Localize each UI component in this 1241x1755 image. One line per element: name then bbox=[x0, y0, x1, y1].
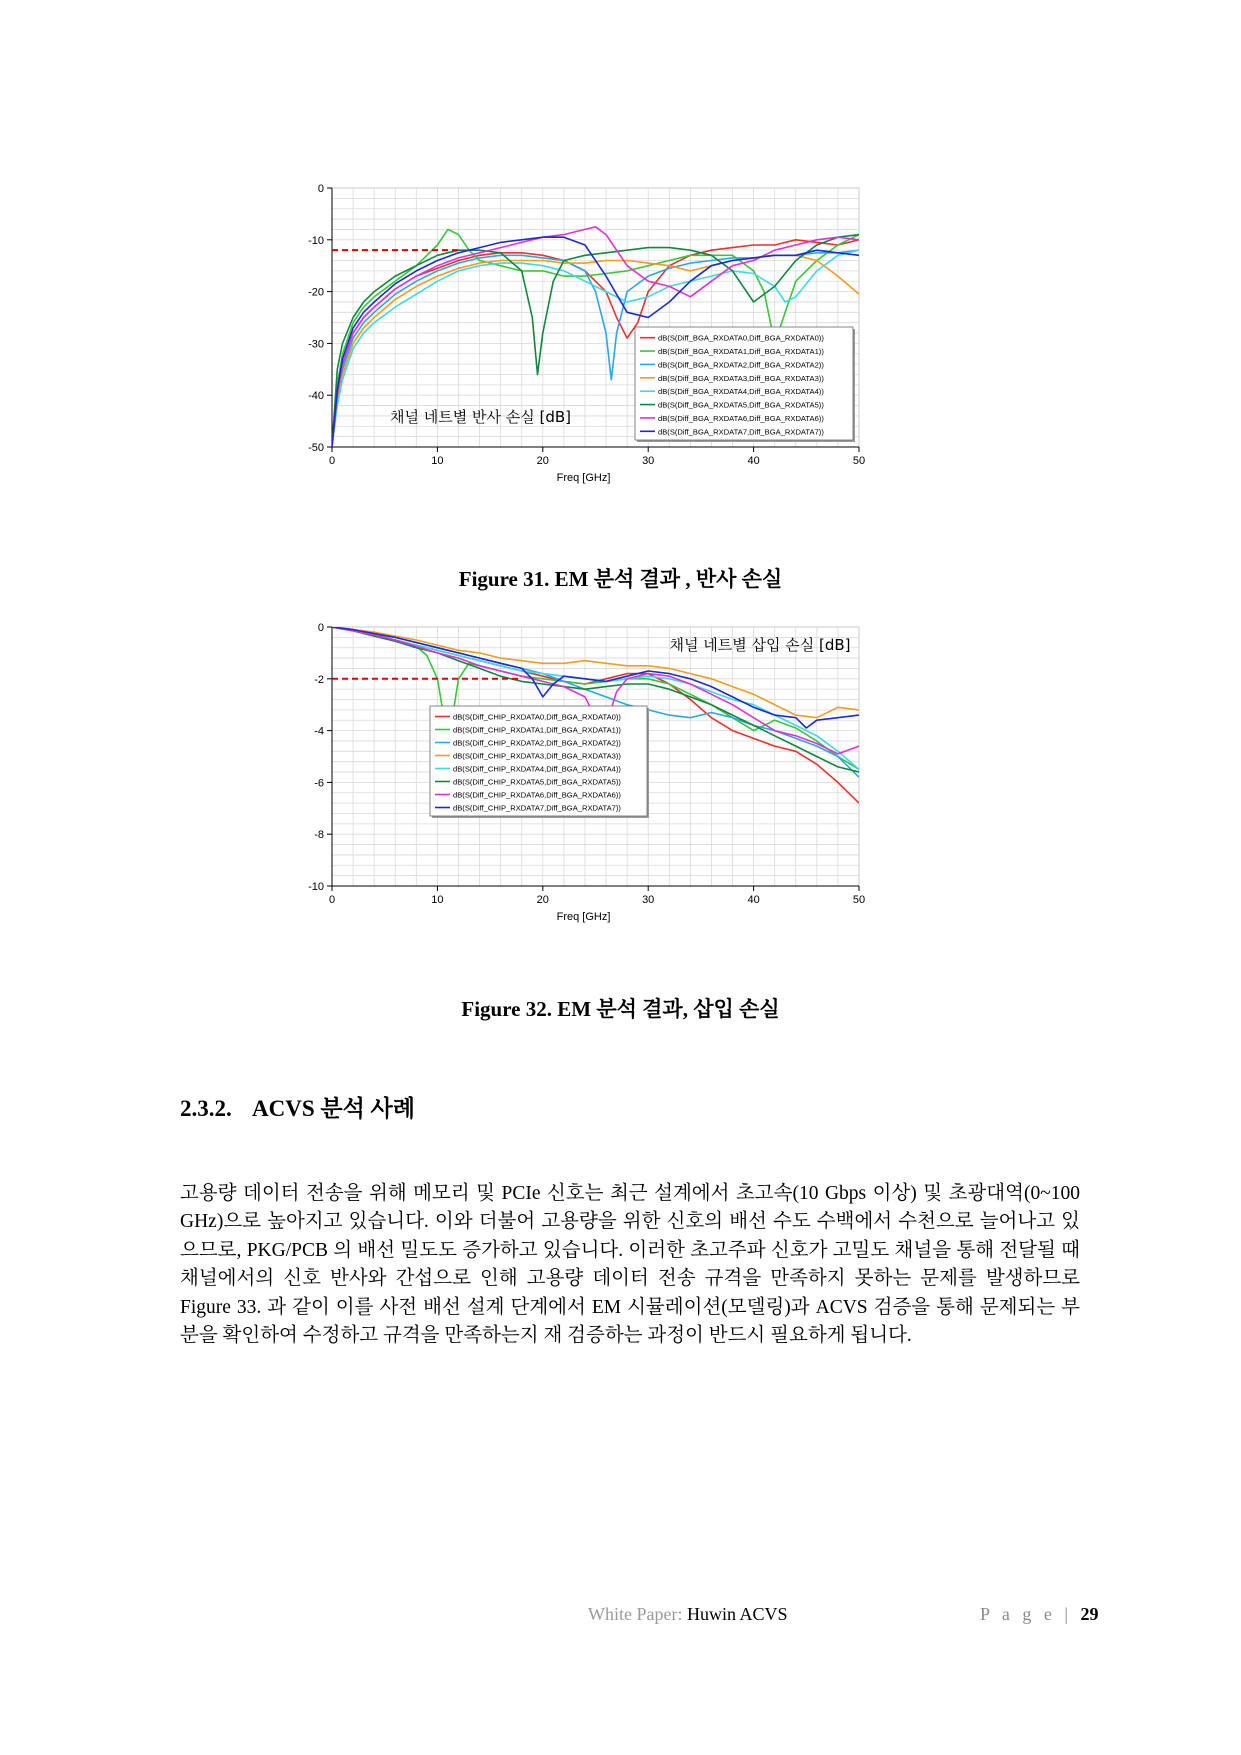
legend-label-0: dB(S(Diff_BGA_RXDATA0,Diff_BGA_RXDATA0)) bbox=[658, 333, 824, 343]
return-loss-chart bbox=[290, 175, 970, 535]
y-tick-label: -40 bbox=[308, 390, 324, 403]
x-tick-label: 0 bbox=[328, 455, 336, 467]
section-title: ACVS 분석 사례 bbox=[252, 1096, 415, 1121]
legend-label-6: dB(S(Diff_BGA_RXDATA6,Diff_BGA_RXDATA6)) bbox=[658, 413, 824, 423]
x-tick-label: 20 bbox=[536, 455, 549, 467]
return-loss-chart-svg bbox=[290, 175, 970, 535]
legend-label-4: dB(S(Diff_CHIP_RXDATA4,Diff_BGA_RXDATA4)) bbox=[453, 764, 621, 774]
y-tick-label: -50 bbox=[308, 442, 324, 454]
y-tick-label: 0 bbox=[317, 622, 324, 634]
chart-annotation-title: 채널 네트별 삽입 손실 [dB] bbox=[669, 636, 851, 654]
x-tick-label: 30 bbox=[642, 455, 655, 467]
x-tick-label: 50 bbox=[852, 894, 866, 906]
x-axis-label: Freq [GHz] bbox=[556, 472, 611, 484]
footer-label: White Paper: bbox=[588, 1604, 683, 1624]
legend-label-3: dB(S(Diff_BGA_RXDATA3,Diff_BGA_RXDATA3)) bbox=[658, 373, 824, 383]
legend-box bbox=[430, 706, 647, 816]
legend-label-3: dB(S(Diff_CHIP_RXDATA3,Diff_BGA_RXDATA3)) bbox=[453, 751, 621, 761]
x-tick-label: 10 bbox=[431, 894, 444, 906]
body-paragraph: 고용량 데이터 전송을 위해 메모리 및 PCIe 신호는 최근 설계에서 초고속(10 Gbps 이상) 및 초광대역(0~100 GHz)으로 높아지고 있습니다. 이와 더불어 고용량을 위한 신호의 배선 수도 수백에서 수천으로 늘어나고 있으므로, PKG/PCB 의 배선 밀도도 증가하고 있습니다. 이러한 초고주파 신호가 고밀도 채널을 통해 전달될 때 채널에서의 신호 반사와 간섭으로 인해 고용량 데이터 전송 규격을 만족하지 못하는 문제를 발생하므로 Figure 33. 과 같이 이를 사전 배선 설계 단계에서 EM 시뮬레이션(모델링)과 ACVS 검증을 통해 문제되는 부분을 확인하여 수정하고 규격을 만족하는지 재 검증하는 과정이 반드시 필요하게 됩니다. bbox=[180, 1183, 1080, 1347]
legend-label-2: dB(S(Diff_CHIP_RXDATA2,Diff_BGA_RXDATA2)) bbox=[453, 738, 621, 748]
x-tick-label: 50 bbox=[852, 455, 866, 467]
legend-label-6: dB(S(Diff_CHIP_RXDATA6,Diff_BGA_RXDATA6)) bbox=[453, 790, 621, 800]
legend-label-4: dB(S(Diff_BGA_RXDATA4,Diff_BGA_RXDATA4)) bbox=[658, 387, 824, 397]
legend-box bbox=[635, 327, 853, 440]
y-tick-label: -4 bbox=[314, 725, 324, 738]
legend-label-7: dB(S(Diff_CHIP_RXDATA7,Diff_BGA_RXDATA7)) bbox=[453, 803, 621, 813]
x-tick-label: 10 bbox=[431, 455, 444, 467]
y-tick-label: -30 bbox=[308, 338, 324, 351]
section-number: 2.3.2. bbox=[180, 1096, 232, 1121]
insertion-loss-chart-svg bbox=[290, 610, 970, 970]
figure-31-caption: Figure 31. EM 분석 결과 , 반사 손실 bbox=[458, 567, 783, 591]
x-tick-label: 0 bbox=[328, 894, 336, 906]
y-tick-label: -2 bbox=[314, 673, 324, 686]
section-heading bbox=[180, 1090, 415, 1123]
x-tick-label: 20 bbox=[536, 894, 549, 906]
chart-annotation-title: 채널 네트별 반사 손실 [dB] bbox=[390, 408, 571, 426]
y-tick-label: -8 bbox=[314, 829, 324, 842]
footer-page-label: P a g e bbox=[980, 1604, 1056, 1624]
legend-label-5: dB(S(Diff_CHIP_RXDATA5,Diff_BGA_RXDATA5)) bbox=[453, 777, 621, 787]
legend-label-1: dB(S(Diff_CHIP_RXDATA1,Diff_BGA_RXDATA1)) bbox=[453, 725, 621, 735]
y-tick-label: 0 bbox=[317, 183, 324, 195]
x-tick-label: 40 bbox=[747, 455, 760, 467]
footer-page: P a g e | 29 bbox=[980, 1604, 1099, 1624]
legend-label-1: dB(S(Diff_BGA_RXDATA1,Diff_BGA_RXDATA1)) bbox=[658, 347, 824, 357]
legend-label-5: dB(S(Diff_BGA_RXDATA5,Diff_BGA_RXDATA5)) bbox=[658, 400, 824, 410]
insertion-loss-chart bbox=[290, 610, 970, 970]
footer-brand: Huwin ACVS bbox=[686, 1604, 788, 1624]
figure-32-caption: Figure 32. EM 분석 결과, 삽입 손실 bbox=[461, 997, 780, 1021]
y-tick-label: -10 bbox=[308, 881, 324, 893]
legend-label-7: dB(S(Diff_BGA_RXDATA7,Diff_BGA_RXDATA7)) bbox=[658, 427, 824, 437]
footer-title bbox=[588, 1604, 788, 1625]
page-number: 29 bbox=[1080, 1604, 1099, 1624]
x-tick-label: 30 bbox=[642, 894, 655, 906]
legend-label-0: dB(S(Diff_CHIP_RXDATA0,Diff_BGA_RXDATA0)) bbox=[453, 712, 621, 722]
x-axis-label: Freq [GHz] bbox=[556, 911, 611, 923]
legend-label-2: dB(S(Diff_BGA_RXDATA2,Diff_BGA_RXDATA2)) bbox=[658, 360, 824, 370]
y-tick-label: -6 bbox=[314, 777, 324, 790]
y-tick-label: -20 bbox=[308, 286, 324, 299]
y-tick-label: -10 bbox=[308, 234, 324, 247]
x-tick-label: 40 bbox=[747, 894, 760, 906]
